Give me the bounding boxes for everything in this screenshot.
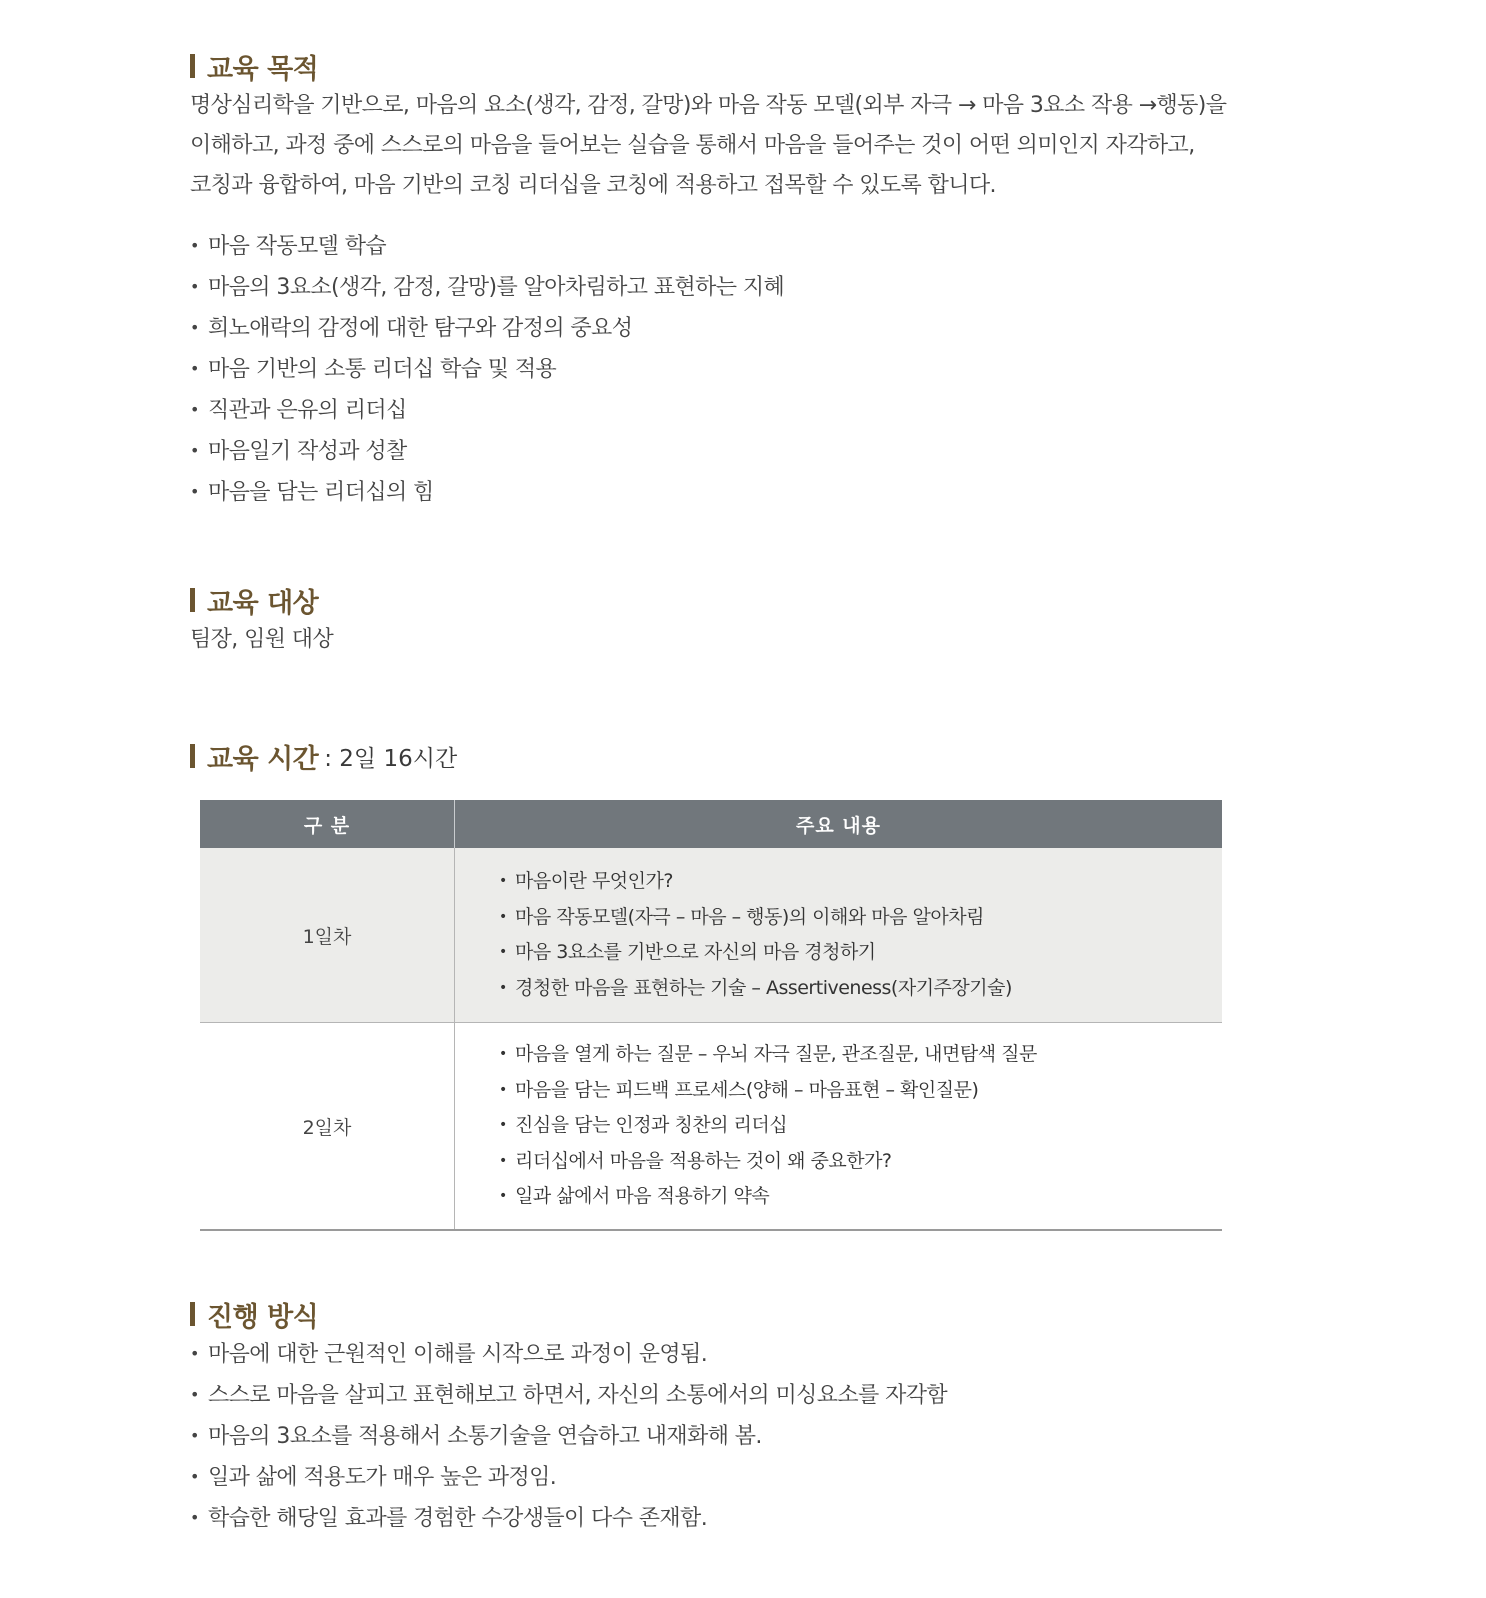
list-item: • 직관과 은유의 리더십 — [190, 390, 1280, 431]
table-header-division: 구 분 — [200, 800, 455, 848]
list-item: • 마음을 열게 하는 질문 – 우뇌 자극 질문, 관조질문, 내면탐색 질문 — [499, 1037, 1222, 1073]
method-bullet-list — [190, 1334, 1280, 1539]
day-content — [455, 848, 1223, 1023]
schedule-table — [200, 800, 1222, 1231]
method-title: 진행 방식 — [207, 1301, 319, 1333]
list-item: • 마음에 대한 근원적인 이해를 시작으로 과정이 운영됨. — [190, 1334, 1280, 1375]
day-label: 2일차 — [200, 1023, 455, 1231]
list-item: • 마음을 담는 피드백 프로세스(양해 – 마음표현 – 확인질문) — [499, 1073, 1222, 1109]
method-heading — [190, 1294, 1280, 1334]
heading-bar-icon — [190, 1302, 195, 1326]
list-item: • 마음일기 작성과 성찰 — [190, 431, 1280, 472]
list-item: • 마음이란 무엇인가? — [499, 864, 1222, 900]
list-item: • 희노애락의 감정에 대한 탐구와 감정의 중요성 — [190, 308, 1280, 349]
target-title: 교육 대상 — [207, 587, 319, 619]
target-section — [190, 580, 1280, 660]
list-item: • 마음 3요소를 기반으로 자신의 마음 경청하기 — [499, 935, 1222, 971]
table-header-row — [200, 800, 1222, 848]
list-item: • 일과 삶에서 마음 적용하기 약속 — [499, 1179, 1222, 1215]
list-item: • 경청한 마음을 표현하는 기술 – Assertiveness(자기주장기술) — [499, 971, 1222, 1007]
list-item: • 마음 작동모델 학습 — [190, 226, 1280, 267]
day-content — [455, 1023, 1223, 1231]
list-item: • 마음을 담는 리더십의 힘 — [190, 472, 1280, 513]
objective-line: 코칭과 융합하여, 마음 기반의 코칭 리더십을 코칭에 적용하고 접목할 수 있도록 합니다. — [190, 173, 996, 198]
table-row — [200, 1023, 1222, 1231]
objective-line: 명상심리학을 기반으로, 마음의 요소(생각, 감정, 갈망)와 마음 작동 모델(외부 자극 → 마음 3요소 작용 →행동)을 — [190, 93, 1227, 118]
list-item: • 마음의 3요소를 적용해서 소통기술을 연습하고 내재화해 봄. — [190, 1416, 1280, 1457]
day-label: 1일차 — [200, 848, 455, 1023]
day-content-list — [455, 1037, 1222, 1215]
list-item: • 리더십에서 마음을 적용하는 것이 왜 중요한가? — [499, 1144, 1222, 1180]
objective-paragraph — [190, 86, 1280, 206]
list-item: • 일과 삶에 적용도가 매우 높은 과정임. — [190, 1457, 1280, 1498]
list-item: • 진심을 담는 인정과 칭찬의 리더십 — [499, 1108, 1222, 1144]
objective-bullet-list — [190, 226, 1280, 513]
list-item: • 학습한 해당일 효과를 경험한 수강생들이 다수 존재함. — [190, 1498, 1280, 1539]
objective-title: 교육 목적 — [207, 53, 319, 85]
heading-bar-icon — [190, 588, 195, 612]
objective-section — [190, 46, 1280, 513]
list-item: • 마음의 3요소(생각, 감정, 갈망)를 알아차림하고 표현하는 지혜 — [190, 267, 1280, 308]
target-text: 팀장, 임원 대상 — [190, 627, 334, 652]
objective-line: 이해하고, 과정 중에 스스로의 마음을 들어보는 실습을 통해서 마음을 들어주는 것이 어떤 의미인지 자각하고, — [190, 133, 1195, 158]
list-item: • 마음 작동모델(자극 – 마음 – 행동)의 이해와 마음 알아차림 — [499, 900, 1222, 936]
table-row — [200, 848, 1222, 1023]
time-section — [190, 736, 1280, 776]
time-heading — [190, 736, 1280, 776]
method-section — [190, 1294, 1280, 1539]
time-title: 교육 시간 — [207, 743, 319, 775]
heading-bar-icon — [190, 54, 195, 78]
target-heading — [190, 580, 1280, 620]
objective-heading — [190, 46, 1280, 86]
table-header-content: 주요 내용 — [455, 800, 1223, 848]
list-item: • 스스로 마음을 살피고 표현해보고 하면서, 자신의 소통에서의 미싱요소를 자각함 — [190, 1375, 1280, 1416]
day-content-list — [455, 864, 1222, 1006]
list-item: • 마음 기반의 소통 리더십 학습 및 적용 — [190, 349, 1280, 390]
time-duration: : 2일 16시간 — [324, 745, 458, 772]
heading-bar-icon — [190, 744, 195, 768]
